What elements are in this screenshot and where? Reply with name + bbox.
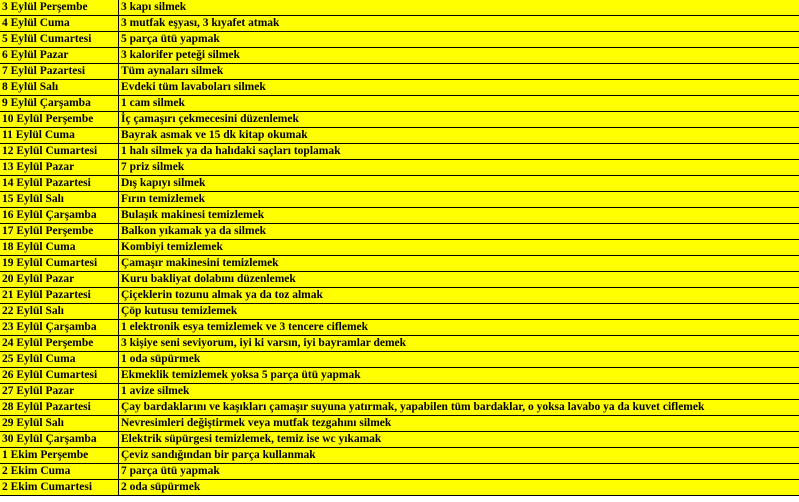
table-row (0, 400, 799, 416)
task-cell[interactable]: Ekmeklik temizlemek yoksa 5 parça ütü yapmak (119, 368, 799, 384)
date-cell[interactable]: 3 Eylül Perşembe (0, 0, 119, 16)
task-cell[interactable]: Evdeki tüm lavaboları silmek (119, 80, 799, 96)
table-row (0, 80, 799, 96)
table-row (0, 336, 799, 352)
table-row (0, 128, 799, 144)
table-row (0, 368, 799, 384)
table-row (0, 288, 799, 304)
task-cell[interactable]: Kombiyi temizlemek (119, 240, 799, 256)
date-cell[interactable]: 9 Eylül Çarşamba (0, 96, 119, 112)
table-row (0, 48, 799, 64)
date-cell[interactable]: 1 Ekim Perşembe (0, 448, 119, 464)
date-cell[interactable]: 13 Eylül Pazar (0, 160, 119, 176)
table-row (0, 176, 799, 192)
task-cell[interactable]: Bayrak asmak ve 15 dk kitap okumak (119, 128, 799, 144)
table-row (0, 352, 799, 368)
task-cell[interactable]: 3 kişiye seni seviyorum, iyi ki varsın, iyi bayramlar demek (119, 336, 799, 352)
task-cell[interactable]: 1 halı silmek ya da halıdaki saçları toplamak (119, 144, 799, 160)
table-row (0, 144, 799, 160)
date-cell[interactable]: 10 Eylül Perşembe (0, 112, 119, 128)
table-row (0, 96, 799, 112)
task-cell[interactable]: 1 cam silmek (119, 96, 799, 112)
task-cell[interactable]: Dış kapıyı silmek (119, 176, 799, 192)
table-row (0, 208, 799, 224)
task-cell[interactable]: 3 kalorifer peteği silmek (119, 48, 799, 64)
task-cell[interactable]: Fırın temizlemek (119, 192, 799, 208)
date-cell[interactable]: 18 Eylül Cuma (0, 240, 119, 256)
task-cell[interactable]: 7 priz silmek (119, 160, 799, 176)
date-cell[interactable]: 2 Ekim Cumartesi (0, 480, 119, 496)
table-row (0, 416, 799, 432)
date-cell[interactable]: 14 Eylül Pazartesi (0, 176, 119, 192)
table-row (0, 64, 799, 80)
table-row (0, 192, 799, 208)
task-cell[interactable]: Elektrik süpürgesi temizlemek, temiz ise wc yıkamak (119, 432, 799, 448)
task-cell[interactable]: 3 mutfak eşyası, 3 kıyafet atmak (119, 16, 799, 32)
date-cell[interactable]: 7 Eylül Pazartesi (0, 64, 119, 80)
task-cell[interactable]: Bulaşık makinesi temizlemek (119, 208, 799, 224)
task-cell[interactable]: Çöp kutusu temizlemek (119, 304, 799, 320)
date-cell[interactable]: 8 Eylül Salı (0, 80, 119, 96)
date-cell[interactable]: 11 Eylül Cuma (0, 128, 119, 144)
task-cell[interactable]: 1 avize silmek (119, 384, 799, 400)
date-cell[interactable]: 16 Eylül Çarşamba (0, 208, 119, 224)
table-row (0, 304, 799, 320)
date-cell[interactable]: 19 Eylül Cumartesi (0, 256, 119, 272)
task-cell[interactable]: 3 kapı silmek (119, 0, 799, 16)
date-cell[interactable]: 2 Ekim Cuma (0, 464, 119, 480)
date-cell[interactable]: 15 Eylül Salı (0, 192, 119, 208)
table-row (0, 480, 799, 496)
task-cell[interactable]: Çiçeklerin tozunu almak ya da toz almak (119, 288, 799, 304)
date-cell[interactable]: 24 Eylül Perşembe (0, 336, 119, 352)
date-cell[interactable]: 22 Eylül Salı (0, 304, 119, 320)
task-cell[interactable]: Tüm aynaları silmek (119, 64, 799, 80)
date-cell[interactable]: 28 Eylül Pazartesi (0, 400, 119, 416)
date-cell[interactable]: 30 Eylül Çarşamba (0, 432, 119, 448)
table-row (0, 432, 799, 448)
table-row (0, 160, 799, 176)
task-cell[interactable]: 2 oda süpürmek (119, 480, 799, 496)
table-row (0, 272, 799, 288)
table-row (0, 448, 799, 464)
date-cell[interactable]: 4 Eylül Cuma (0, 16, 119, 32)
date-cell[interactable]: 23 Eylül Çarşamba (0, 320, 119, 336)
table-row (0, 0, 799, 16)
table-row (0, 320, 799, 336)
task-cell[interactable]: Çamaşır makinesini temizlemek (119, 256, 799, 272)
task-cell[interactable]: 7 parça ütü yapmak (119, 464, 799, 480)
date-cell[interactable]: 25 Eylül Cuma (0, 352, 119, 368)
table-row (0, 240, 799, 256)
task-cell[interactable]: Çay bardaklarını ve kaşıkları çamaşır suyuna yatırmak, yapabilen tüm bardaklar, o yoksa lavabo ya da kuvet ciflemek (119, 400, 799, 416)
table-row (0, 256, 799, 272)
table-row (0, 464, 799, 480)
date-cell[interactable]: 20 Eylül Pazar (0, 272, 119, 288)
date-cell[interactable]: 21 Eylül Pazartesi (0, 288, 119, 304)
table-row (0, 224, 799, 240)
date-cell[interactable]: 6 Eylül Pazar (0, 48, 119, 64)
table-row (0, 32, 799, 48)
date-cell[interactable]: 5 Eylül Cumartesi (0, 32, 119, 48)
table-row (0, 384, 799, 400)
task-cell[interactable]: Nevresimleri değiştirmek veya mutfak tezgahını silmek (119, 416, 799, 432)
task-cell[interactable]: 5 parça ütü yapmak (119, 32, 799, 48)
date-cell[interactable]: 17 Eylül Perşembe (0, 224, 119, 240)
table-row (0, 112, 799, 128)
table-row (0, 16, 799, 32)
task-cell[interactable]: 1 elektronik esya temizlemek ve 3 tencere ciflemek (119, 320, 799, 336)
date-cell[interactable]: 12 Eylül Cumartesi (0, 144, 119, 160)
task-cell[interactable]: İç çamaşırı çekmecesini düzenlemek (119, 112, 799, 128)
date-cell[interactable]: 26 Eylül Cumartesi (0, 368, 119, 384)
date-cell[interactable]: 29 Eylül Salı (0, 416, 119, 432)
task-cell[interactable]: 1 oda süpürmek (119, 352, 799, 368)
task-cell[interactable]: Balkon yıkamak ya da silmek (119, 224, 799, 240)
task-cell[interactable]: Çeviz sandığından bir parça kullanmak (119, 448, 799, 464)
date-cell[interactable]: 27 Eylül Pazar (0, 384, 119, 400)
task-cell[interactable]: Kuru bakliyat dolabını düzenlemek (119, 272, 799, 288)
